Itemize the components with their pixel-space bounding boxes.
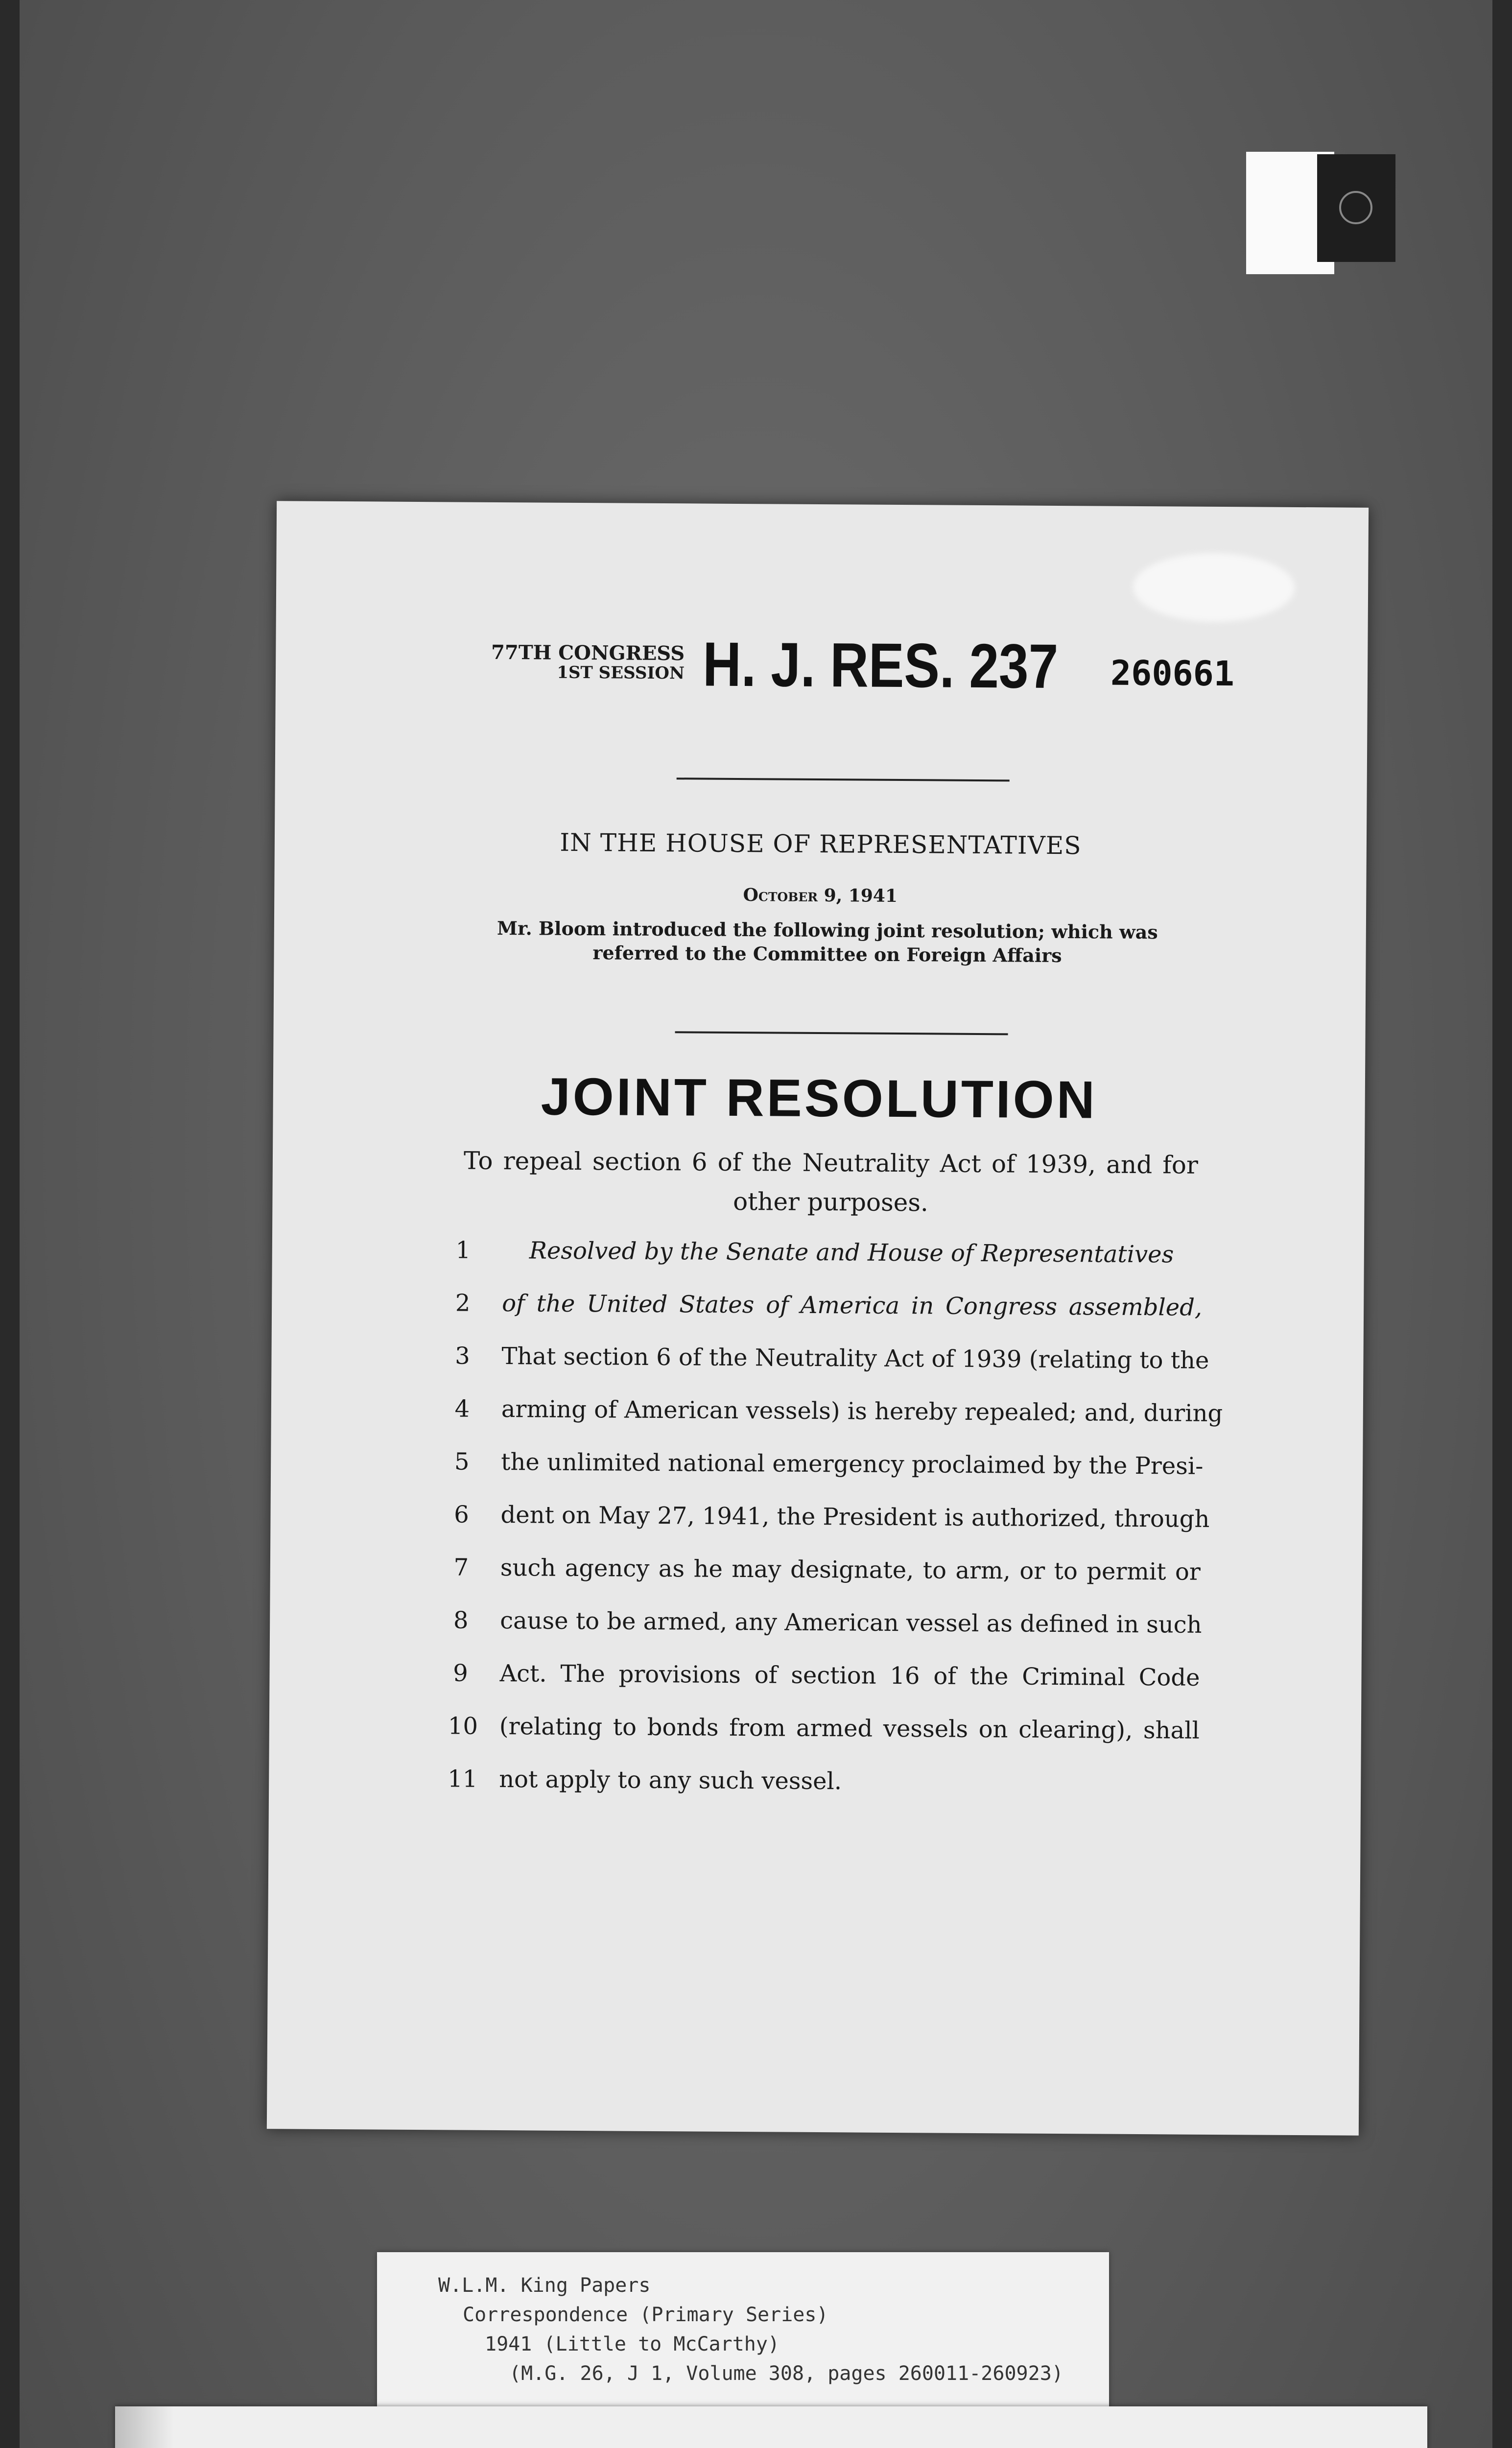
text-line <box>449 1395 1233 1453</box>
line-text: Act. The provisions of section 16 of the Criminal Code <box>499 1660 1200 1692</box>
bill-number: H. J. RES. 237 <box>702 629 1059 702</box>
text-line <box>449 1606 1232 1664</box>
text-line <box>450 1289 1234 1347</box>
text-line <box>450 1236 1234 1294</box>
banner-shadow <box>115 2406 174 2448</box>
introduction-text: Mr. Bloom introduced the following joint resolution; which was referred to the Committee on Foreign Affairs <box>496 917 1158 967</box>
line-number: 11 <box>448 1765 478 1793</box>
text-line <box>449 1554 1232 1611</box>
line-number: 9 <box>453 1659 468 1687</box>
line-number: 7 <box>453 1554 469 1581</box>
congress-label: 77TH CONGRESS <box>491 640 685 665</box>
finding-aid-line: W.L.M. King Papers <box>438 2274 651 2297</box>
line-number: 6 <box>454 1501 469 1529</box>
intro-rule <box>675 1031 1008 1035</box>
film-edge-left <box>0 0 20 2448</box>
resolution-purpose: To repeal section 6 of the Neutrality Act of 1939, and for other purposes. <box>463 1146 1199 1217</box>
text-line <box>448 1659 1232 1717</box>
resolution-title: JOINT RESOLUTION <box>541 1066 1098 1130</box>
text-line <box>449 1501 1233 1558</box>
line-number: 10 <box>448 1712 478 1740</box>
line-number: 2 <box>455 1289 471 1317</box>
tape-mark <box>1133 553 1295 622</box>
line-text: (relating to bonds from armed vessels on clearing), shall <box>499 1713 1200 1744</box>
text-line <box>450 1342 1234 1400</box>
line-text: Resolved by the Senate and House of Representatives <box>529 1237 1174 1269</box>
text-line <box>448 1712 1231 1770</box>
text-line <box>448 1765 1231 1823</box>
line-text: the unlimited national emergency proclaimed by the Presi- <box>501 1448 1204 1480</box>
text-line <box>449 1448 1233 1506</box>
congress-session <box>479 642 685 683</box>
line-text: arming of American vessels) is hereby repealed; and, during <box>501 1395 1223 1428</box>
line-number: 5 <box>454 1448 470 1476</box>
resolution-body <box>448 1236 1234 1823</box>
focus-target-icon <box>1339 191 1372 224</box>
line-number: 4 <box>454 1395 470 1423</box>
line-text: such agency as he may designate, to arm, or to permit or <box>500 1554 1201 1586</box>
line-number: 8 <box>453 1606 469 1634</box>
line-text: That section 6 of the Neutrality Act of 1939 (relating to the <box>501 1342 1209 1374</box>
line-text: cause to be armed, any American vessel as defined in such <box>500 1607 1202 1639</box>
chamber-heading: IN THE HOUSE OF REPRESENTATIVES <box>560 828 1082 860</box>
line-number: 1 <box>455 1236 471 1264</box>
line-text: of the United States of America in Congress assembled, <box>502 1290 1203 1321</box>
header-rule <box>677 777 1010 781</box>
session-label: 1ST SESSION <box>557 662 685 683</box>
finding-aid-card <box>377 2252 1109 2409</box>
archive-number: 260661 <box>1110 653 1235 694</box>
line-number: 3 <box>455 1342 470 1370</box>
introduction-date: October 9, 1941 <box>743 885 898 906</box>
finding-aid-line: 1941 (Little to McCarthy) <box>485 2333 780 2355</box>
archives-banner <box>115 2406 1427 2448</box>
finding-aid-line: Correspondence (Primary Series) <box>463 2304 828 2326</box>
film-edge-right <box>1492 0 1512 2448</box>
resolution-sheet <box>267 501 1369 2136</box>
line-text: dent on May 27, 1941, the President is authorized, through <box>500 1501 1210 1533</box>
line-text: not apply to any such vessel. <box>499 1765 842 1795</box>
finding-aid-line: (M.G. 26, J 1, Volume 308, pages 260011-260923) <box>509 2362 1063 2385</box>
